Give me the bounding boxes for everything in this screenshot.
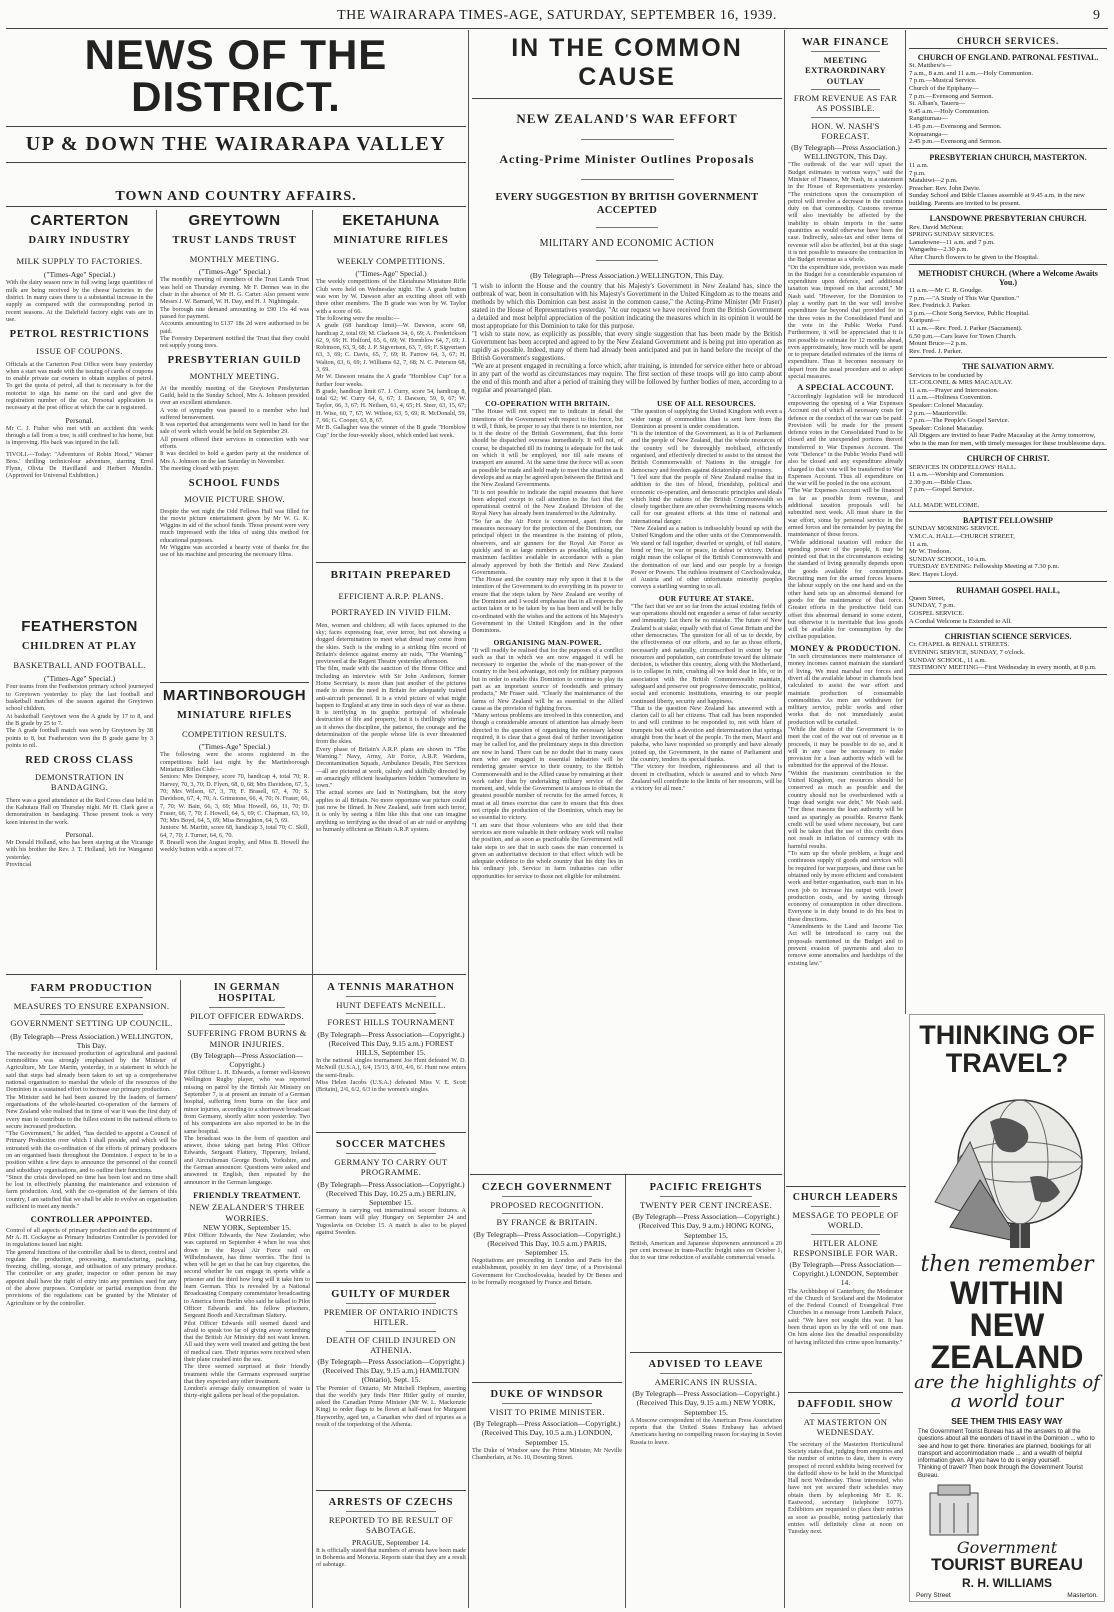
divider [909, 627, 1107, 628]
credit: ("Times-Age" Special.) [43, 674, 116, 684]
divider [346, 1331, 436, 1332]
subheadline: PETROL RESTRICTIONS [9, 329, 150, 341]
subheadline: HITLER ALONE RESPONSIBLE FOR WAR. [793, 1237, 898, 1258]
subheadline: A SPECIAL ACCOUNT. [797, 382, 894, 393]
ad-big-text: WITHIN NEW ZEALAND [930, 1274, 1084, 1375]
divider [581, 179, 674, 180]
subheadline: HON. W. NASH'S FORECAST. [811, 120, 880, 141]
subheadline: FROM REVENUE AS FAR AS POSSIBLE. [793, 92, 898, 114]
column-rule [156, 210, 157, 970]
subheadline: BY FRANCE & BRITAIN. [496, 1217, 598, 1228]
divider [909, 449, 1107, 450]
subheadline: RED CROSS CLASS [25, 755, 134, 767]
article-body: Mr Donald Holland, who has been staying at the Vicarage with his brother the Rev. J. T. Holland, left for Wanganui yesterday. Provincial [6, 839, 153, 868]
subheadline: AT MASTERTON ON WEDNESDAY. [803, 1417, 888, 1438]
subheadline: AMERICANS IN RUSSIA. [654, 1377, 758, 1387]
subheadline: MONTHLY MEETING. [189, 371, 280, 382]
article-body: Control of all aspects of primary production and the appointment of Mr A. H. Cockayne as Primary Industries Controller is provided for in regulations issued last night. The general functions of the controller shall be to direct, control and regulate the production, processing, manufacturing, packing, freezing, chilling, storage, and utilisation of any primary produce. The controller or any grader, inspector or other person he may appoint shall have the right of entry into any premises used for any of the above purposes. Complete or partial exemption from the provisions of the regulations can be granted by the Minister of Agriculture or by the controller. [6, 1226, 177, 1307]
article-body: The Premier of Ontario, Mr Mitchell Hepburn, asserting that the world's jury finds Herr Hitler guilty of murder, asked the Canadian Prime Minister (Mr W. L. Mackenzie King) to order flags to be flown at half-mast for Margaret Hayworthy, aged ten, a Canadian who died of injuries as a result of the torpedoing of the Athenia. [316, 1384, 466, 1429]
article-body: The following were the scores registered in the competitions held last night by the Martinborough Miniature Rifles Club:— Seniors: Mrs Dempsey, score 70, handicap 4, total 70; R. Harvey, 70, 3, 70; D. Flyen, 68, 0, 68; Mrs Davidson, 67, 5, 70; Mrs Wilson, 67, 3, 70; F. Brasell, 67, 4, 70; S. Davidson, 67, 4, 70; A. Grimstone, 66, 4, 70; N. Fraser, 66, 7, 70; W. Bain, 66, 3, 69; Miss Howell, 66, 11, 70; D. Fraser, 66, 7, 70; J. Howell, 64, 5, 69; C. Chapman, 63, 10, 70; Mrs Boyd, 64, 5, 69; Miss Broughton, 64, 5, 69. Juniors: M. Marfitt, score 68, handicap 3, total 70; C. Skill, 64, 7, 70; J. Turner, 64, 6, 70. P. Brasell won the August trophy, and Miss B. Howell the weekly button with a score of 77. [160, 751, 309, 854]
section-label: Personal. [65, 415, 94, 425]
section-rule [470, 1174, 782, 1175]
credit: ("Times-Age" Special.) [355, 269, 427, 279]
ad-street: Perry Street [916, 1592, 951, 1600]
article-body: There was a good attendance at the Red Cross class held in the Kahutara Hall on Thursday night. Mr H. Clark gave a demonstration in bandaging. Those present took a very keen interest in the work. [6, 796, 153, 826]
article-body: "In such circumstances mere maintenance of money incomes cannot maintain the standard of living. We must marshal our forces and divert all the available labour in channels best calculated to assist the war effort and maintain production of consumable commodities. As men are withdrawn for military service, public works and other works that do not immediately assist production will be curtailed. "While the desire of the Government is to meet the cost of the war out of revenue as it proceeds, it may be possible to do so, and it will in any case be necessary to make provision for a loan authority which will be submitted for the approval of the House. "Within the maximum contribution to the United Kingdom, our resources should be conserved as much as possible and the country should not be overburdened with a huge dead weight war debt," Mr Nash said. "For these reasons the loan authority will be used as sparingly as possible. Reserve Bank credit will be used where necessary, but care will be taken that the use of this credit does not result in inflation of currency with its harmful results. "To sum up the whole problem, a huge and continuous supply of goods and services will be required for war purposes, and these can be obtained only by more efficient and consistent work and better organisation, each man in his own job to increase his output with lower production costs, and by saving through economy of consumption in other directions. Everyone is in duty bound to do his best in these directions. "Amendments to the Land and Income Tax Act will be introduced to carry out the proposals mentioned in the Budget and to prevent evasion of payments and also to remove some anomalies and hardships of the existing law." [788, 653, 903, 967]
church-name: RUHAMAH GOSPEL HALL, [956, 585, 1060, 595]
article-body: The Duke of Windsor saw the Prime Minister, Mr Neville Chamberlain, at No. 10, Downing Street. [472, 1446, 622, 1461]
article-body: Officials at the Carterton Post Office were busy yesterday when a start was made with the issuing of cards of coupons to enable private car owners to obtain supplies of petrol. To get the quota of petrol, all that is necessary is for the motorist to sign his name on the card and give the registration number of the car. Personal application is necessary at the post office at which the car is registered. [6, 360, 153, 412]
subheadline: NEW ZEALANDER'S THREE WORRIES. [189, 1202, 305, 1223]
article-martinborough [160, 682, 309, 972]
divider [209, 1007, 285, 1008]
article-body: TIVOLI.—Today: "Adventures of Robin Hood," Warner Bros.' thrilling technicolour adventure, starring Errol Flynn, Olivia De Havilland and Herbert Mundin. (Approved for Universal Exhibition.) [6, 450, 153, 480]
headline: GUILTY OF MURDER [331, 1289, 451, 1300]
divider [811, 1413, 880, 1414]
section-rule [788, 1392, 903, 1393]
church-service-times: 11 a.m.—Mr C. R. Goudge. 7 p.m.—"A Study of This War Question." Rev. Fredrick J. Parker. 3 p.m.—Choir Song Service, Public Hospital. Kuripuni— 11 a.m.—Rev. Fred. J. Parker (Sacrament). 6.50 p.m.—Cars leave for Town Church. Mount Bruce—2 p.m. Rev. Fred. J. Parker. [909, 287, 1030, 355]
column-rule [180, 980, 181, 1608]
section-label: Personal. [65, 829, 94, 839]
section-rule [786, 1186, 906, 1187]
headline: CARTERTON [30, 212, 129, 229]
divider [909, 209, 1107, 210]
article-body: Mr C. J. Fisher who met with an accident this week through a fall from a tree, is still confined to his home, but is improving. His back was injured in the fall. [6, 424, 153, 447]
subheadline: PILOT OFFICER EDWARDS. [189, 1011, 305, 1021]
subheadline: DEMONSTRATION IN BANDAGING. [34, 772, 125, 793]
headline: BRITAIN PREPARED [330, 569, 452, 581]
subheadline: DAIRY INDUSTRY [28, 235, 131, 246]
church-service-times: 11 a.m. 7 p.m. Matahiwi—2 p.m. Preacher: Rev. John Davie. Sunday School and Bible Classes assemble at 9.45 a.m. in the new building. Parents are invited to be present. [909, 161, 1085, 207]
section-rule [316, 1282, 466, 1283]
church-service-times: St. Matthew's— 7 a.m., 8 a.m. and 11 a.m.—Holy Communion. 7 p.m.—Musical Service. Church of the Epiphany— 7 p.m.—Evensong and Sermon. St. Alban's, Taueru— 9.45 a.m.—Holy Communion. Rangitumau— 1.45 p.m.—Evensong and Sermon. Kopuaranga— 2.45 p.m.—Evensong and Sermon. [909, 62, 1034, 146]
subheadline: TWENTY PER CENT INCREASE. [639, 1200, 773, 1210]
subheadline: VISIT TO PRIME MINISTER. [489, 1407, 605, 1417]
article-arrests-of-czechs [316, 1490, 466, 1608]
article-body: In the national singles tournament Joe Hunt defeated W. D. McNeill (U.S.A.), 6/4, 15/13, 8/10, 4/6, 6/. Hunt now enters the semi-finals. Miss Helen Jacobs (U.S.A.) defeated Miss V. E. Scott (Britain), 2/6, 6/2, 6/3 in the women's singles. [316, 1056, 466, 1094]
subheadline: FRIENDLY TREATMENT. [193, 1189, 301, 1200]
divider [502, 1213, 592, 1214]
divider [811, 89, 880, 90]
divider [209, 1024, 285, 1025]
masthead: THE WAIRARAPA TIMES-AGE, SATURDAY, SEPTEMBER 16, 1939. [337, 8, 777, 23]
article-war-finance [788, 34, 903, 1184]
divider [909, 511, 1107, 512]
subheadline: Acting-Prime Minister Outlines Proposals [499, 152, 755, 166]
article-german-hospital [184, 980, 310, 1608]
subheadline: HUNT DEFEATS McNEILL. [336, 1000, 446, 1010]
headline: EKETAHUNA [342, 212, 440, 229]
divider [581, 139, 674, 140]
divider [6, 162, 466, 163]
divider [909, 357, 1107, 358]
headline: FARM PRODUCTION [30, 982, 153, 994]
article-body: Pilot Officer Edwards, the New Zealander, who was captured on September 4 when he was shot down in the Royal Air Force raid on Wilhelmshaven, has three worries. The first is when will he get so that he can buy cigarettes, the second whether he can engage in sports while a prisoner and the third how long will it take him to learn German. This is revealed by a National Broadcasting Company commentator broadcasting to America from Berlin who said he talked to Pilot Officer Edwards and his fellow prisoners, Sergeant Booth and Aircraftman Slattery. Pilot Officer Edwards still seemed dazed and afraid to speak too far of giving away something that the British Air Ministry did not want known. All said they were well treated and getting the best of medical care. Their injuries were received when their plane crashed into the sea. The three seemed surprised at their friendly treatment while the Germans expressed surprise that they expected any other treatment. London's average daily consumption of water is thirty-eight gallons per head of the population. [184, 1231, 310, 1400]
divider [346, 1013, 436, 1014]
subheadline: PREMIER OF ONTARIO INDICTS HITLER. [323, 1307, 459, 1328]
article-czech-government [472, 1180, 622, 1380]
dateline: (By Telegraph—Press Association.) WELLINGTON, This Day. [10, 1031, 173, 1050]
subheadline: MOVIE PICTURE SHOW. [184, 494, 285, 505]
article-body: British, American and Japanese shipowners announced a 20 per cent increase in trans-Pacific freight rates on October 1, due to war time reduction of available commercial vessels. [630, 1239, 782, 1262]
column-rule [905, 30, 906, 1014]
divider [346, 1511, 436, 1512]
divider [909, 48, 1107, 49]
article-body: "I wish to inform the House and the country that his Majesty's Government in New Zealand has, since the outbreak of war, been in consultation with his Majesty's Government in the United Kingdom as to the means and methods by which this Dominion can best assist in the common cause," the Acting-Prime Minister (Mr Fraser) stated in the House of Representatives yesterday. "At our request we have received from the British Government a detailed and most helpful appreciation of the position indicating the measures which in its opinion it would be most appropriate for this Dominion to take for this purpose. "I wish to state now, as explicitly as possible, that every single suggestion that has been made by the British Government has been accepted and agreed to by the New Zealand Government and is being put into operation as rapidly as possible. Indeed, many of them had already been anticipated and put in hand before the receipt of the British Government's suggestions. "We are at present engaged in recruiting a force which, after training, is intended for service either here or abroad in any part of the world as circumstances may require. The first section of these troops will go into camp about the end of this month and after a period of training they will be followed by further bodies of men, according to a regular and prearranged plan. [472, 283, 782, 395]
article-body: At the monthly meeting of the Greytown Presbyterian Guild, held in the Sunday School, Mrs A. Johnson presided over an excellent attendance. A vote of sympathy was passed to a member who had suffered bereavement. It was reported that arrangements were well in hand for the sale of work which would be held on September 29. All present offered their services in connection with war efforts. It was decided to hold a garden party at the residence of Mrs A. Johnson on the last Saturday in November. The meeting closed with prayer. [160, 384, 309, 472]
headline: IN THE COMMON CAUSE [511, 34, 743, 91]
article-body: Germany is carrying out international soccer fixtures. A German team will play Hungary on September 24 and Yugoslavia on October 15. A match is also to be played against Sweden. [316, 1206, 466, 1236]
subheadline: ISSUE OF COUPONS. [36, 346, 123, 357]
church-name: LANSDOWNE PRESBYTERIAN CHURCH. [929, 214, 1087, 224]
article-pacific-freights [630, 1180, 782, 1350]
divider [909, 581, 1107, 582]
subheadline: EVERY SUGGESTION BY BRITISH GOVERNMENT ACCEPTED [495, 192, 759, 216]
ad-town: Masterton. [1067, 1592, 1098, 1600]
church-service-times: Cr. CHAPEL & RENALL STREETS. EVENING SERVICE, SUNDAY, 7 o'clock. SUNDAY SCHOOL, 11 a.m. TESTIMONY MEETING—First Wednesday in every month, at 8 p.m. [909, 641, 1097, 672]
headline: WAR FINANCE [801, 36, 890, 48]
subheadline: MILITARY AND ECONOMIC ACTION [539, 238, 715, 250]
article-greytown [160, 212, 309, 680]
subheadline: GOVERNMENT SETTING UP COUNCIL. [10, 1018, 173, 1029]
headline: ARRESTS OF CZECHS [328, 1497, 454, 1508]
subheadline: CO-OPERATION WITH BRITAIN. [485, 399, 610, 409]
divider [40, 1014, 143, 1015]
subheadline: MINIATURE RIFLES [177, 710, 292, 721]
divider [6, 126, 466, 127]
subheadline: EFFICIENT A.R.P. PLANS. [338, 591, 444, 601]
article-body: "The fact that we are so far from the actual existing fields of war operations should not engender a sense of false security and immunity. Let there be no mistake. The future of New Zealand is at stake, equally with that of Great Britain and the other democracies. The question for all of us to decide, by the effectiveness of our efforts, and so far as those efforts, necessarily and naturally, circumscribed in extent by our resources and population, can contribute toward the ultimate decision, is whether this country, along with the Motherland, is to collapse in ruin, crushing all we hold dear in life, or in association with the British Commonwealth maintain, safeguard and preserve our progressive democratic, political, social and economic institutions, ensuring to our people continued liberty, security and happiness. "That is the question New Zealand has answered with a clarion call to all her citizens. That call has been responded to and will continue to be responded to, not with blare of trumpets but with a devotion and determination that springs straight from the heart of the people. To the men, Maori and pakeha, who have responded so promptly and have already joined up, the Government, in the name of Parliament and the country, tenders its special thanks. "The victory for freedom, righteousness and all that is decent in civilisation, which is assured and to which New Zealand will contribute to the limits of her resources, will be a victory for all men." [631, 602, 782, 793]
divider [660, 1373, 751, 1374]
article-body: A Moscow correspondent of the American Press Association reports that the United States Embassy has advised Americans having no compelling reason for staying in Soviet Russia to leave. [630, 1416, 782, 1446]
article-britain-prepared [316, 562, 466, 972]
church-service-times: SUNDAY MORNING SERVICE. Y.M.C.A. HALL—CHURCH STREET, 11 a.m. Mr W. Tredoon. SUNDAY SCHOOL, 10 a.m. TUESDAY EVENING: Fellowship Meeting at 7.30 p.m. Rev. Hayes Lloyd. [909, 525, 1060, 578]
divider [660, 1196, 751, 1197]
subheadline: GERMANY TO CARRY OUT PROGRAMME. [334, 1157, 448, 1178]
body-column-right [631, 399, 782, 880]
church-service-times: Queen Street, SUNDAY, 7 p.m. GOSPEL SERVICE. A Cordial Welcome is Extended to All. [909, 594, 1012, 625]
church-services-listing [909, 34, 1107, 1010]
subheadline: MEASURES TO ENSURE EXPANSION. [13, 1001, 170, 1011]
headline: GREYTOWN [188, 212, 281, 229]
divider [811, 117, 880, 118]
column-rule [625, 1175, 626, 1608]
building-icon [910, 1483, 1105, 1539]
divider [811, 1234, 880, 1235]
two-column-body [472, 399, 782, 880]
article-daffodil-show [788, 1392, 903, 1608]
valley-title: UP & DOWN THE WAIRARAPA VALLEY [25, 133, 447, 155]
church-name: METHODIST CHURCH. (Where a Welcome Awaits You.) [918, 268, 1098, 287]
dateline: (By Telegraph—Press Association—Copyright.) [191, 1050, 303, 1070]
headline: MARTINBOROUGH [162, 687, 307, 704]
subheadline: MEETING EXTRAORDINARY OUTLAY [805, 55, 886, 86]
subheadline: NEW ZEALAND'S WAR EFFORT [516, 111, 738, 126]
article-church-leaders [788, 1190, 903, 1390]
article-body: "The House will not expect me to indicate in detail the intentions of the Government with respect to this force, but it will, I think, be proper to say that there is no intention, nor is it the desire of the British Government, that this force should be dispatched overseas immediately. It will not, of course, be dispatched till its training is adequate for the task on which it will be employed, nor till safe means of transport are assured. At the same time the force will as soon as possible be made and held ready to meet the situation as it develops and as may be agreed upon between the British and the New Zealand Governments. "It is not possible to indicate the rapid measures that have been adopted except to call attention to the fact that the operational control of the New Zealand Division of the Royal Navy has already been transferred to the Admiralty. "So far as the Air Force is concerned, apart from the measures necessary for the protection of the Dominion, our principal object in the meantime is the training of pilots, observers, and air gunners for the Royal Air Force as quickly and in as large numbers as possible, utilising the maximum facilities available in accordance with a plan already approved by both the British and New Zealand Governments. "The House and the country may rely upon it that it is the intention of the Government to do everything in its power to ensure that the steps taken by New Zealand are worthy of the Dominion and I would emphasise that in all respects the action taken or to be taken by us has been and will be fully co-ordinated with the wishes and the actions of his Majesty's Government in the United Kingdom and in the other Dominions. [472, 408, 623, 635]
article-duke-of-windsor [472, 1382, 622, 1608]
divider [346, 1303, 436, 1304]
church-name: CHRISTIAN SCIENCE SERVICES. [944, 632, 1072, 642]
dateline: NEW YORK, September 15. [203, 1222, 291, 1232]
ad-agent: R. H. WILLIAMS [962, 1576, 1052, 1591]
dateline: (By Telegraph—Press Association—Copyright.) (Received This Day, 9 a.m.) HONG KONG, September 15. [632, 1212, 780, 1240]
divider [596, 227, 658, 228]
article-common-cause [472, 34, 782, 1170]
credit: ("Times-Age" Special.) [198, 742, 271, 752]
subheadline: FOREST HILLS TOURNAMENT [327, 1017, 455, 1028]
article-body: Pilot Officer L. H. Edwards, a former well-known Wellington Rugby player, who was reported missing on patrol by the British Air Ministry on September 7, is at present an inmate of a German hospital, suffering from burns on the face and minor injuries, according to a shortwave broadcast from Germany, shortly after noon yesterday. Two of his companions are also reported to be in the same hospital. The broadcast was in the form of question and answer, those taking part being Pilot Officer Edwards, Sergeant Flattery, Tipperary, Ireland, and Aircraftsman George Booth, Yorkshire, and the German announcer. Questions were asked and answered in English, then repeated by the announcer in the German language. [184, 1069, 310, 1186]
masthead-rule [6, 28, 1108, 29]
ad-tagline: SEE THEM THIS EASY WAY [951, 1416, 1063, 1427]
headline: A TENNIS MARATHON [327, 982, 455, 993]
article-featherston [6, 618, 153, 970]
ad-script-line: then remember [920, 1251, 1094, 1277]
section-title: CHURCH SERVICES. [957, 36, 1059, 46]
article-eketahuna [316, 212, 466, 560]
divider [909, 148, 1107, 149]
subheadline: MILK SUPPLY TO FACTORIES. [16, 256, 143, 266]
subheadline: OUR FUTURE AT STAKE. [658, 593, 755, 603]
town-title: TOWN AND COUNTRY AFFAIRS. [115, 189, 357, 204]
dateline: (By Telegraph—Press Association—Copyright.) (Received This Day, 9.15 a.m.) NEW YORK, September 15. [632, 1389, 780, 1417]
article-carterton [6, 212, 153, 616]
ad-body: The Government Tourist Bureau has all the answers to all the questions about all the wonders of travel in the Dominion ... who to see and how to get there. Itineraries are planned, bookings for all transport and accommodation made ... and a wealth of helpful information given. All you have to do is enjoy yourself. Thinking of travel? Then book through the Government Tourist Bureau. [918, 1429, 1095, 1479]
subheadline: REPORTED TO BE RESULT OF SABOTAGE. [328, 1515, 454, 1536]
subheadline: PROPOSED RECOGNITION. [490, 1200, 604, 1210]
dateline: (By Telegraph—Press Association—Copyright.) (Received This Day, 10.5 a.m.) PARIS, September 15. [473, 1229, 621, 1257]
column-rule [468, 30, 469, 1608]
dateline: (By Telegraph—Press Association—Copyright.) (Received This Day, 10.25 a.m.) BERLIN, September 15. [317, 1179, 465, 1207]
article-body: "The outbreak of the war will upset the Budget estimates in various ways," said the Minister of Finance, Mr Nash, in a statement in the House of Representatives yesterday. "The restrictions upon the consumption of petrol will involve a decrease in the customs duty on that commodity. Customs revenue will also inevitably be affected by the inability to obtain imports in the same quantities as would otherwise have been the case. Indirectly, sales-tax and other items of revenue will also be affected, but at this stage it is not possible to measure the contraction in the Budget revenue as a whole. "On the expenditure side, provision was made in the Budget for a considerable expansion of expenditure upon defence, and additional taxation was imposed on that account," Mr Nash said. "However, for the Dominion to play a worthy part in the war will involve expenditure far beyond that provided for in the three votes in the Consolidated Fund and the vote in the Public Works Fund. Furthermore, it will be appreciated that it is not possible to estimate for 12 months ahead, even approximately, how much will be spent or to prepare detailed estimates of the items of expenditure. Thus it becomes necessary to depart from the usual procedure and to adopt special measures. [788, 161, 903, 381]
headline: CZECH GOVERNMENT [481, 1182, 613, 1193]
article-body: "Accordingly legislation will be introduced empowering the opening of a War Expenses Account out of which all necessary costs for defence or the conduct of the war can be paid. Provision will be made for the present defence votes in the Consolidated Fund to be closed and the unexpended portions thereof transferred to War Expenses Account. The vote "Defence" in the Public Works Fund will also be closed and any expenditure already charged to that vote will be transferred to War Expenses Account. Thus all expenditure on the war will be pooled in the one account. "The War Expenses Account will be financed as far as possible from revenue, and additional taxation proposals will be submitted next week. All must share in the war effort, some by personal service in the armed forces and the remainder by paying the maintenance of those forces. "While additional taxation will reduce the spending power of the people, it may be pointed out that in the circumstances existing the standard of living generally depends upon the goods available for consumption. Recruiting men for the armed forces lessens the labour supply on the one hand and on the other hand sets up an abnormal demand for goods for the maintenance of that force. Greater efforts in the productive field can offset this abnormal demand to some extent, but otherwise it is inevitable that less goods will be available for consumption by the civilian population. [788, 392, 903, 641]
subheadline: TRUST LANDS TRUST [172, 235, 297, 246]
subheadline: SUFFERING FROM BURNS & MINOR INJURIES. [187, 1028, 307, 1049]
subheadline: COMPETITION RESULTS. [182, 729, 287, 739]
article-body: "It will readily be realised that for the purposes of a conflict such as that in which we are now engaged it will be necessary to organise the whole of the man-power of the country to the best advantage, not only for military purposes but in order to enable this Dominion to continue to play its part as an important source of foodstuffs and primary products," Mr Fraser said. "Clearly the maintenance of the farms of New Zealand will be as essential to the Allied cause as the provision of fighting forces. "Many serious problems are involved in this connection, and though a considerable amount of attention has already been directed to the question of organising the necessary labour required, it is clear that a great deal of further investigation may be called for, and the preliminary steps in this direction are now in hand. There can be no doubt that in many cases men who are engaged in essential industries will be rendering greater service to their country, to the British Commonwealth and to the Allied cause by remaining at their work rather than by undertaking military service of the moment, and, while the Government is anxious to obtain the greatest possible number of recruits for the armed forces, it must at all times exercise due care to ensure that this does not cripple the production of the Dominion, which may be so essential to victory. "I am sure that those volunteers who are told that their services are more valuable in their ordinary work will realise the position, and as soon as practicable the Government will take steps to see that in such cases the man concerned is given an authoritative decision to that effect which will be adequate evidence to the whole country that his duty lies in his ordinary job. Service in farm industries can offer opportunities for service to those not eligible for enlistment. [472, 646, 623, 880]
credit: ("Times-Age" Special.) [43, 270, 116, 280]
section-rule [160, 682, 309, 683]
divider [346, 1153, 436, 1154]
church-name: THE SALVATION ARMY. [962, 362, 1054, 372]
article-body: Men, women and children; all with faces upturned to the sky; faces expressing fear, ever terror, but not showing a dogged determination to meet what dread may come from the skies. Such is the ending to a striking film record of Britain's defence against enemy air raids, "The Warning," previewed at the Regent Theatre yesterday afternoon. The film, made with the sanction of the Home Office and including an interview with Sir John Anderson, former Home Secretary, is more than just another of the pictures made to stress the need in Britain for adequately trained anti-aircraft personnel. It is a vivid picture of what might happen to England at any time in such days of war as these. It is terrifying in its graphic portrayal of wholesale destruction of life and property, but it is thrillingly stirring as it shows the discipline, the patience, the courage and the determination of the people whose life is ever threatened from the skies. Every phase of Britain's A.R.P. plans are shown in "The Warning." Navy, Army, Air Force, A.R.P. Wardens, Decontamination Squads, Ambulance Details, Fire Services—all are pictured at work, calmly and skilfully directed by an amazingly efficient headquarters hidden "somewhere in town." The actual scenes are laid in Nottingham, but the story applies to all Britain. No more opportune war picture could just now be filmed. In New Zealand, safe from such terror, it is only by seeing a film like this that one can imagine anything so terrifying as the dread of an air raid or anything so humanly efficient as Britain A.R.P. system. [316, 621, 466, 833]
divider [472, 98, 782, 99]
article-body: Negotiations are proceeding in London and Paris for the establishment, possibly in ten days' time, of a Provisional Government for Czechoslovakia, headed by Dr Benes and to be formally recognised by France and Britain. [472, 1256, 622, 1286]
subheadline: CHILDREN AT PLAY [21, 641, 138, 652]
headline: FEATHERSTON [21, 618, 138, 635]
article-advised-to-leave [630, 1352, 782, 1608]
headline: CHURCH LEADERS [792, 1192, 899, 1203]
church-service-times: SERVICES IN ODDFELLOWS' HALL. 11 a.m.—Worship and Communion. 2.30 p.m.—Bible Class. 7 p.m.—Gospel Service. ALL MADE WELCOME. [909, 463, 1017, 509]
travel-advertisement [909, 1014, 1105, 1602]
article-body: The secretary of the Masterton Horticultural Society states that, judging from enquiries and the number of entries to date, there is every prospect of record exhibits being received for the daffodil show to be held in the Municipal Hall next Wednesday. Those interested, who have not yet secured their schedules may obtain them by telephoning Mr E. K. Eastwood, secretary (telephone 1077). Exhibitors are requested to place their entries as soon as possible, noting particularly that entries will definitely close at noon on Tuesday next. [788, 1440, 903, 1536]
subheadline: PORTRAYED IN VIVID FILM. [331, 607, 451, 618]
subheadline: MESSAGE TO PEOPLE OF WORLD. [792, 1210, 899, 1231]
article-body: Despite the wet night the Odd Fellows Hall was filled for the movie picture entertainment given by Mr W. G. K. Wiggins in aid of the school funds. Those present were very much impressed with the idea of using this method for educational purposes. Mr Wiggins was accorded a hearty vote of thanks for the use of his machine and procuring the necessary films. [160, 507, 309, 559]
dateline: (By Telegraph—Press Association.) WELLINGTON, This Day. [791, 143, 900, 162]
divider [596, 260, 658, 261]
dateline: (By Telegraph—Press Association—Copyright.) (Received This Day, 9.15 a.m.) FOREST HILLS, September 15. [317, 1029, 465, 1057]
ad-bureau: TOURIST BUREAU [931, 1555, 1083, 1575]
article-tennis [316, 980, 466, 1130]
divider [502, 1196, 592, 1197]
article-body: "The question of supplying the United Kingdom with even a wider range of commodities than is sent here from the Dominion at present is under consideration. "It is the intention of the Government, as it is of Parliament and the people of New Zealand, that the whole resources of the country will be thoroughly mobilised, efficiently organised, and effectively directed to assist to the utmost the British Commonwealth of Nations in the struggle for democracy and freedom against dictatorship and tyranny. "I feel sure that the people of New Zealand realise that in addition to the ties of blood, friendship, political and economic co-operation, and democratic principles and ideals which bind the nations of the British Commonwealth so closely together there are other overwhelming reasons which call for our greatest efforts at this time of national and international danger. "New Zealand as a nation is indissolubly bound up with the United Kingdom and the other units of the Commonwealth. We stand or fall together, dwarfed or upright, of full stature, bond or free, in war or peace, in defeat or victory. Defeat might mean the collapse of the British Commonwealth and the domination of our land and our people by a foreign Power or Powers. The ruthless treatment of Czechoslovakia, of Austria and of other unfortunate minority peoples conveys a startling warning to us all. [631, 408, 782, 591]
article-body: Four teams from the Featherston primary school journeyed to Greytown yesterday to play the last football and basketball matches of the season against the Greytown school children. At basketball Greytown won the A grade by 17 to 8, and the B grade by 25 to 7. The A grade football match was won by Greytown by 38 points to 8, but Featherston won the B grade game by 3 points to nil. [6, 683, 153, 749]
column-rule [312, 210, 313, 1608]
subheadline: MINIATURE RIFLES [333, 235, 449, 246]
divider [40, 997, 143, 998]
subheadline: MONEY & PRODUCTION. [790, 642, 901, 653]
headline: DAFFODIL SHOW [797, 1399, 894, 1410]
church-name: PRESBYTERIAN CHURCH, MASTERTON. [929, 152, 1087, 162]
dateline: PRAGUE, September 14. [351, 1537, 431, 1547]
dateline: (By Telegraph—Press Association—Copyright.) (Received This Day, 10.5 a.m.) LONDON, September 15. [473, 1419, 621, 1447]
district-header [6, 34, 466, 209]
headline: DUKE OF WINDSOR [490, 1389, 604, 1400]
headline: ADVISED TO LEAVE [648, 1359, 764, 1370]
ad-headline: THINKING OF TRAVEL? [919, 1020, 1095, 1079]
church-name: BAPTIST FELLOWSHIP [963, 516, 1053, 526]
article-body: With the dairy season now in full swing large quantities of milk are being received by the cheese factories in the district. In many cases there is a substantial increase in the supply as compared with the corresponding period in recent seasons. At the Dalefield factory eight vats are in use. [6, 279, 153, 323]
section-rule [316, 1490, 466, 1491]
ad-address [910, 1592, 1104, 1599]
headline: SOCCER MATCHES [336, 1139, 446, 1150]
section-rule [6, 974, 466, 975]
church-service-times: Services to be conducted by LT.-COLONEL & MRS MACAULAY. 11 a.m.—Prayer and Intercession. 11 a.m.—Holiness Convention. Speaker: Colonel Macaulay. 2 p.m.—Mauriceville. 7 p.m.—The People's Gospel Service. Speaker: Colonel Macaulay. All Diggers are invited to hear Padre Macaulay at the Army tomorrow, who is the man for men, with timely messages for these troublesome days. [909, 371, 1106, 447]
article-body: The monthly meeting of members of the Trust Lands Trust was held on Thursday evening. Mr F. Dennes was in the chair in the absence of Mr H. G. Carter. Also present were Messrs J. W. Barnard, W. H. Day, and H. J. Nightingale. The borough rate demand amounting to £90 15s 4d was passed for payment. Accounts amounting to £137 18s 2d were authorised to be paid. The Forestry Department notified the Trust that they could not supply young trees. [160, 276, 309, 350]
divider [909, 264, 1107, 265]
church-service-times: Rev. David McNeur. SPRING SUNDAY SERVICES. Lansdowne—11 a.m. and 7 p.m. Wangaehu—2.30 p.m. After Church flowers to be given to the Hospital. [909, 223, 1039, 262]
subheadline: DEATH OF CHILD INJURED ON ATHENIA. [326, 1334, 456, 1355]
article-soccer [316, 1132, 466, 1282]
article-body: The necessity for increased production of agricultural and pastoral commodities was strongly emphasised by the Minister of Agriculture, Mr Lee Martin, yesterday, in a statement in which he said that steps had already been taken to set up a comprehensive national organisation to marshal the whole of the resources of the Dominion in a sustained effort to increase our primary production. The Minister said he had been assured by the leaders of farmers' organisations of the whole-hearted co-operation of the farmers of New Zealand who realised that in time of war it was the first duty of every man to contribute to the fullest extent in the national efforts to secure increased production. "The Government," he added, "has decided to appoint a Council of Primary Production over which I shall preside, and which will be entrusted with the co-ordination of the efforts of primary producers on an organised basis throughout the Dominion. I expect to be in a position within a few days to announce the personnel of the council and subsidiary organisations, and to outline their functions. "Since the crisis developed no time has been lost and no time shall be lost in effectively planning the maintenance and extension of farm production. And, with the co-operation of the farmers of this country, I am satisfied that we shall be able to evolve an organisation sufficient to meet any needs." [6, 1049, 177, 1211]
divider [909, 674, 1107, 675]
headline: IN GERMAN HOSPITAL [213, 982, 281, 1004]
church-list [909, 53, 1107, 675]
ad-script-line: are the highlights of a world tour [914, 1371, 1100, 1413]
section-rule [316, 1132, 466, 1133]
subheadline: CONTROLLER APPOINTED. [30, 1214, 153, 1225]
subheadline: WEEKLY COMPETITIONS. [336, 256, 446, 266]
ad-script-line: Government [956, 1537, 1058, 1557]
divider [811, 51, 880, 52]
section-rule [630, 1352, 782, 1353]
divider [346, 996, 436, 997]
subheadline: ORGANISING MAN-POWER. [493, 637, 602, 647]
ad-body-row [910, 1426, 1104, 1482]
subheadline: MONTHLY MEETING. [189, 254, 280, 264]
page-number: 9 [1093, 8, 1100, 23]
article-body: It is officially stated that numbers of arrests have been made in Bohemia and Moravia. Reports state that they are a result of sabotage. [316, 1546, 466, 1569]
section-rule [6, 206, 466, 207]
section-rule [316, 562, 466, 563]
subheadline: USE OF ALL RESOURCES. [657, 399, 756, 409]
globe-icon [910, 1082, 1105, 1252]
divider [502, 1403, 592, 1404]
column-rule [784, 30, 785, 1608]
dateline: (By Telegraph—Press Association—Copyright.) (Received This Day, 9.15 a.m.) HAMILTON (Ontario), Sept. 15. [317, 1357, 465, 1385]
dateline: (By Telegraph—Press Association.) WELLINGTON, This Day. [530, 271, 724, 281]
credit: ("Times-Age" Special.) [198, 267, 271, 277]
church-name: CHURCH OF CHRIST. [966, 454, 1050, 464]
divider [811, 1206, 880, 1207]
subheadline: PRESBYTERIAN GUILD [167, 355, 302, 367]
article-body: The weekly competitions of the Eketahuna Miniature Rifle Club were held on Wednesday night. The A grade button was won by W. Dawson after an exciting shoot off with three other members. The B grade was won by W. Taylor with a score of 66. The following were the results:— A grade (68 handicap limit)—W. Dawson, score 68, handicap 2, total 69; M. Clarkson 34, 6, 69; A. Frederickson 62, 9, 69; H. Holford, 65, 6, 69; W. Hornblow 64, 7, 69; J. Robinson, 63, 9, 68; J. P. Sigvertsen, 63, 7, 69; F. Sigvertsen 63, 3, 69; C. Davis, 65, 7, 69; R. Farrow 64, 3, 67; H. Walton, 63, 6, 69; J. Williams 62, 7, 68; N. C. Peterson 68, 3, 69. Mr W. Dawson retains the A grade "Hornblow Cup" for a further four weeks. B grade, handicap limit 67. J. Curry, score 54, handicap 8, total 62; W. Curry 64, 6, 67; J. Dawson, 59, 9, 67; W. Taylor, 66, 3, 67; H. Neilsen, 61, 4, 65; H. Steer, 63, 15, 67; H. Wise, 60, 7, 67; W. Wilson, 63, 5, 69; R. McDonald, 59, 7, 66; G. Cooper, 63, 8, 67. Mr B. Gallagher was the winner of the B grade "Hornblow Cup" for the four-weekly shoot, which ended last week. [316, 278, 466, 439]
section-rule [472, 1382, 622, 1383]
article-guilty-of-murder [316, 1282, 466, 1488]
church-name: CHURCH OF ENGLAND. PATRONAL FESTIVAL. [917, 53, 1099, 62]
subheadline: SCHOOL FUNDS [188, 478, 281, 490]
body-column-left [472, 399, 623, 880]
dateline: (By Telegraph—Press Association—Copyright.) LONDON, September 14. [789, 1260, 902, 1288]
article-farm-production [6, 980, 177, 1608]
news-title: NEWS OF THE DISTRICT. [84, 34, 388, 120]
subheadline: BASKETBALL AND FOOTBALL. [13, 660, 146, 670]
article-body: The Archbishop of Canterbury, the Moderator of the Church of Scotland and the Moderator of the Federal Council of Evangelical Free Churches in a message from Lambeth Palace, said: "We have not sought this war. It has been thrust upon us by the will of one man. On him alone lies the dreadful responsibility of having inflicted this crime upon humanity." [788, 1287, 903, 1346]
headline: PACIFIC FREIGHTS [649, 1182, 763, 1193]
